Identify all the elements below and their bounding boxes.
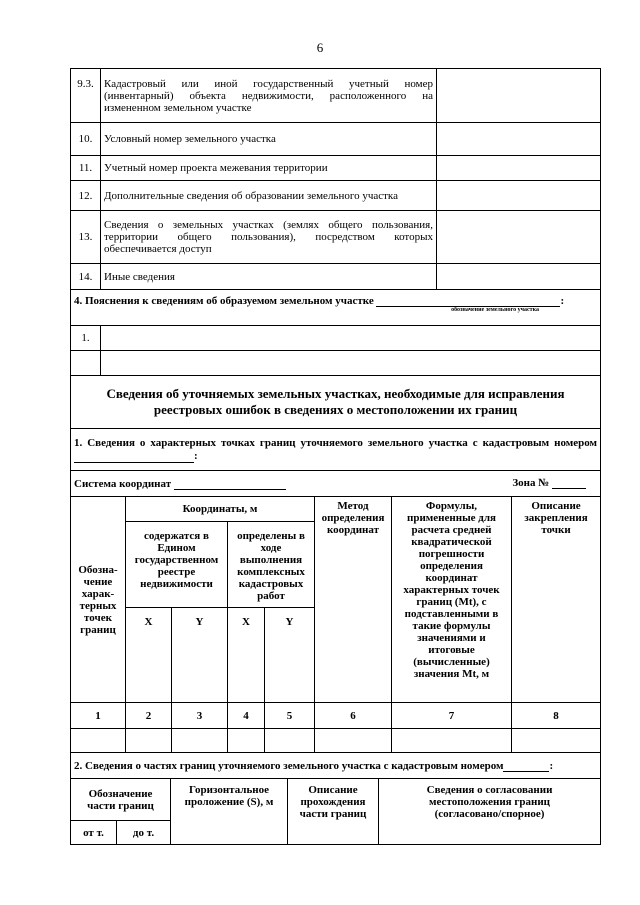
col-number: 6 <box>315 703 392 729</box>
coord-system-input[interactable] <box>174 478 286 490</box>
header-length: Горизонтальное проложение (S), м <box>171 779 288 845</box>
coord-system-label: Система координат <box>74 477 172 490</box>
section2-title-row: 2. Сведения о частях границ уточняемого земельного участка с кадастровым номером : <box>71 753 601 779</box>
row-label: Кадастровый или иной государственный учетный номер (инвентарный) объекта недвижимости, расположенного на измененном земельном участке <box>101 69 437 123</box>
col-number: 5 <box>265 703 315 729</box>
table-row <box>71 211 601 264</box>
cadastral-number-input[interactable] <box>74 451 194 463</box>
row-value[interactable] <box>437 264 601 290</box>
table-row <box>71 351 601 376</box>
section2-title: 2. Сведения о частях границ уточняемого земельного участка с кадастровым номером <box>74 759 504 772</box>
row-label: Иные сведения <box>101 264 437 290</box>
header-agreement: Сведения о согласовании местоположения границ (согласовано/спорное) <box>379 779 601 845</box>
table-row <box>71 156 601 181</box>
row-number: 12. <box>71 181 101 211</box>
header-from: от т. <box>71 821 117 845</box>
header-method: Метод определения координат <box>315 497 392 703</box>
header-x-kkr: X <box>228 608 265 703</box>
row-value[interactable] <box>101 351 601 376</box>
row-value[interactable] <box>437 211 601 264</box>
section2-table <box>70 752 601 845</box>
header-x-egrn: X <box>126 608 172 703</box>
section4-subscript: обозначение земельного участка <box>451 307 539 313</box>
table-row <box>71 326 601 351</box>
row-label: Дополнительные сведения об образовании земельного участка <box>101 181 437 211</box>
column-number-row <box>71 703 601 729</box>
document-body <box>70 68 600 845</box>
row-label: Учетный номер проекта межевания территории <box>101 156 437 181</box>
header-y-kkr: Y <box>265 608 315 703</box>
row-value[interactable] <box>437 156 601 181</box>
header-formulas: Формулы, примененные для расчета средней квадратической погрешности определения координат характерных точек границ (Mt), с подставленными в такие формулы значениями и итоговые (вычисленные) значения Mt, м <box>392 497 512 703</box>
zone-label: Зона № <box>512 477 550 489</box>
row-number: 1. <box>71 326 101 351</box>
header-parts: Обозначение части границ <box>71 779 171 821</box>
section4-table <box>70 289 601 376</box>
table-row <box>71 264 601 290</box>
header-to: до т. <box>117 821 171 845</box>
row-number: 10. <box>71 123 101 156</box>
row-value[interactable] <box>437 123 601 156</box>
col-number: 3 <box>172 703 228 729</box>
header-egrn: содержатся в Едином государственном реестре недвижимости <box>126 522 228 608</box>
section4-header-row: 4. Пояснения к сведениям об образуемом земельном участке : обозначение земельного участка <box>71 290 601 326</box>
header-row <box>71 497 601 522</box>
row-number: 13. <box>71 211 101 264</box>
col-number: 7 <box>392 703 512 729</box>
clarified-table <box>70 375 601 753</box>
table-row <box>71 123 601 156</box>
row-number <box>71 351 101 376</box>
info-table <box>70 68 601 290</box>
clarified-heading-row <box>71 376 601 429</box>
page-number: 6 <box>316 40 324 55</box>
header-designation: Обозна-чение харак-терных точек границ <box>71 497 126 703</box>
section4-title: 4. Пояснения к сведениям об образуемом земельном участке <box>74 295 374 307</box>
coord-system-row <box>71 471 601 497</box>
row-number: 9.3. <box>71 69 101 123</box>
row-number: 11. <box>71 156 101 181</box>
clarified-s1-title: 1. Сведения о характерных точках границ уточняемого земельного участка с кадастровым номером <box>74 436 598 449</box>
header-y-egrn: Y <box>172 608 228 703</box>
header-coords: Координаты, м <box>126 497 315 522</box>
col-number: 4 <box>228 703 265 729</box>
table-row <box>71 69 601 123</box>
col-number: 2 <box>126 703 172 729</box>
row-value[interactable] <box>437 181 601 211</box>
row-value[interactable] <box>101 326 601 351</box>
col-number: 1 <box>71 703 126 729</box>
table-row <box>71 729 601 753</box>
row-label: Сведения о земельных участках (землях общего пользования, территории общего пользования), посредством которых обеспечивается доступ <box>101 211 437 264</box>
row-label: Условный номер земельного участка <box>101 123 437 156</box>
header-kkr: определены в ходе выполнения комплексных кадастровых работ <box>228 522 315 608</box>
row-value[interactable] <box>437 69 601 123</box>
header-row <box>71 779 601 821</box>
clarified-heading: Сведения об уточняемых земельных участках, необходимые для исправления реестровых ошибок в сведениях о местоположении их границ <box>71 376 601 429</box>
col-number: 8 <box>512 703 601 729</box>
row-number: 14. <box>71 264 101 290</box>
header-fixing: Описание закрепления точки <box>512 497 601 703</box>
table-row <box>71 181 601 211</box>
clarified-s1-row: 1. Сведения о характерных точках границ уточняемого земельного участка с кадастровым номером : <box>71 429 601 471</box>
zone-input[interactable] <box>552 477 586 489</box>
header-passage: Описание прохождения части границ <box>288 779 379 845</box>
section4-parcel-input[interactable] <box>376 295 560 307</box>
section2-cadastral-input[interactable] <box>503 760 549 772</box>
